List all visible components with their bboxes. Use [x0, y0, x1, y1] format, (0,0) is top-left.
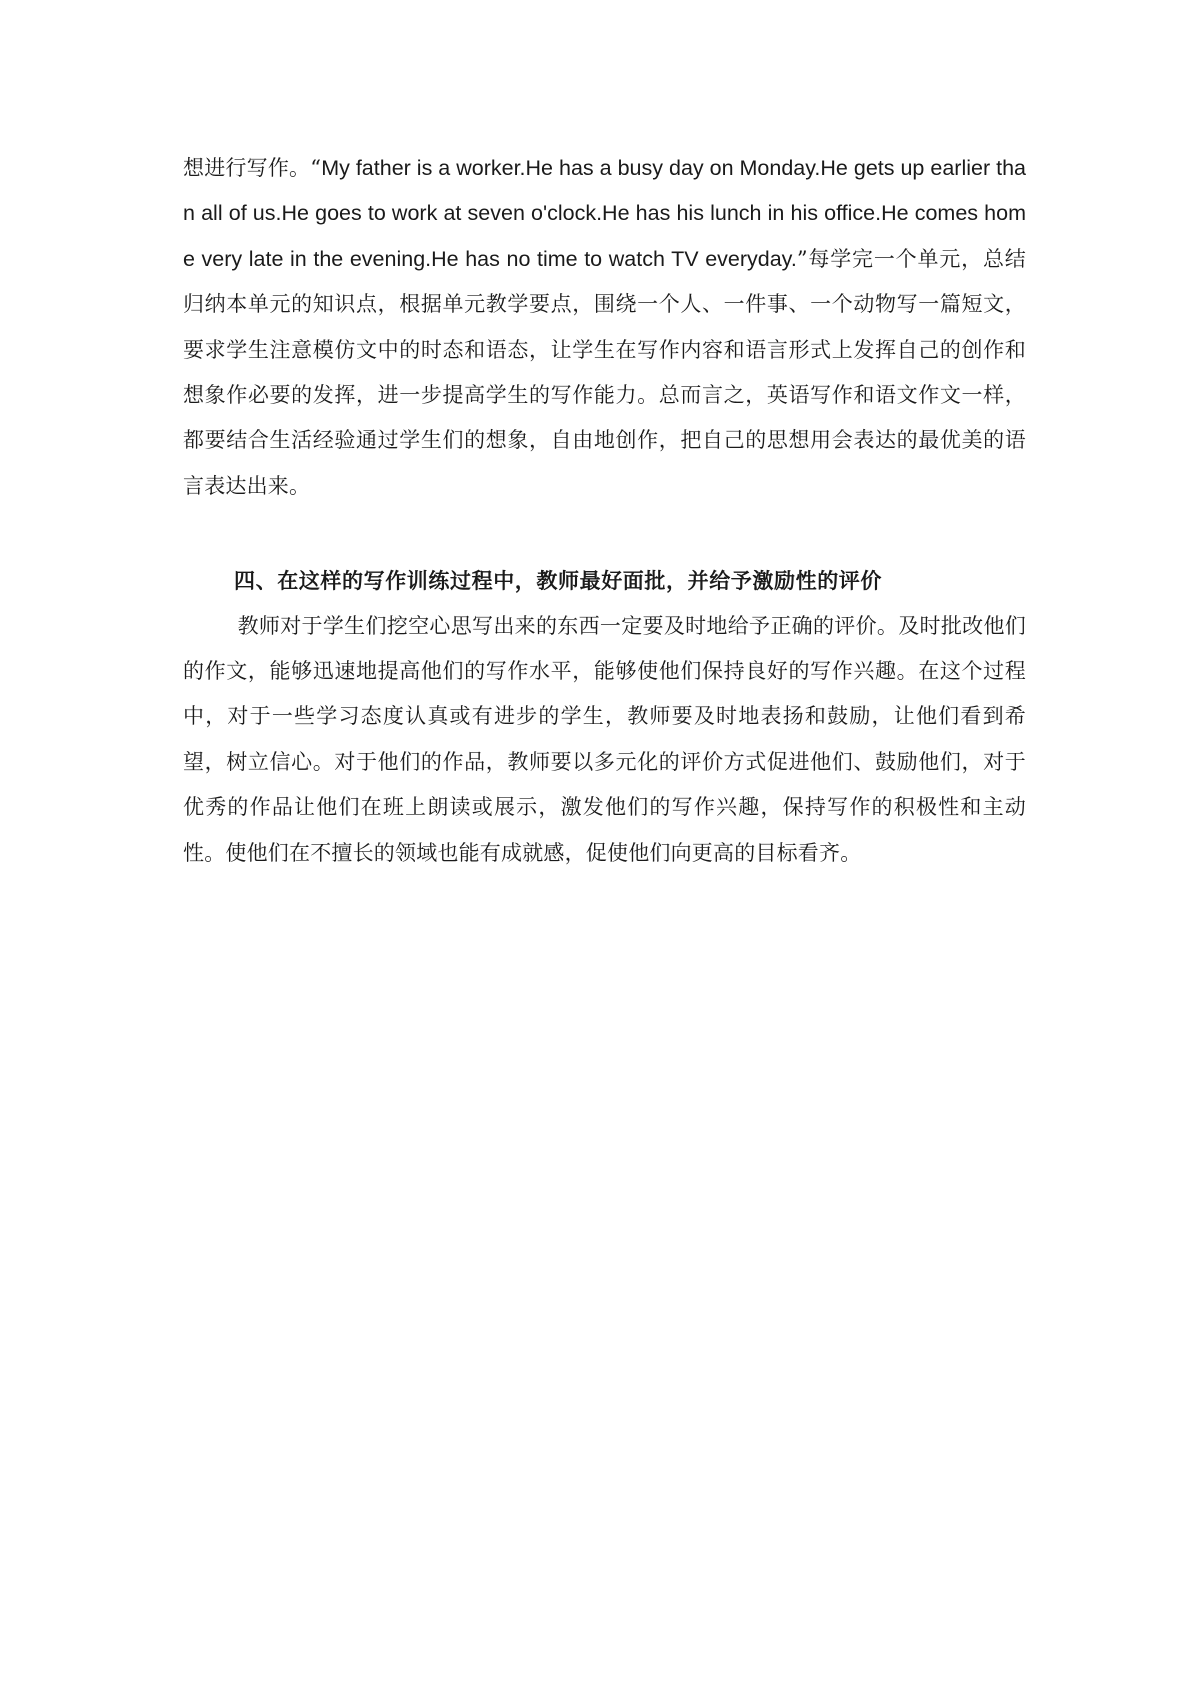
section-heading-4: 四、在这样的写作训练过程中，教师最好面批，并给予激励性的评价 — [234, 568, 882, 594]
document-body — [183, 146, 1026, 876]
paragraph-lead-text: 想进行写作。“ — [183, 156, 322, 180]
paragraph-evaluation: 教师对于学生们挖空心思写出来的东西一定要及时地给予正确的评价。及时批改他们的作文，能够迅速地提高他们的写作水平，能够使他们保持良好的写作兴趣。在这个过程中，对于一些学习态度认真或有进步的学生，教师要及时地表扬和鼓励，让他们看到希望，树立信心。对于他们的作品，教师要以多元化的评价方式促进他们、鼓励他们，对于优秀的作品让他们在班上朗读或展示，激发他们的写作兴趣，保持写作的积极性和主动性。使他们在不擅长的领域也能有成就感，促使他们向更高的目标看齐。 — [183, 613, 1026, 865]
paragraph-tail-text: ”每学完一个单元，总结归纳本单元的知识点，根据单元教学要点，围绕一个人、一件事、一个动物写一篇短文，要求学生注意模仿文中的时态和语态，让学生在写作内容和语言形式上发挥自己的创作和想象作必要的发挥，进一步提高学生的写作能力。总而言之，英语写作和语文作文一样，都要结合生活经验通过学生们的想象，自由地创作，把自己的思想用会表达的最优美的语言表达出来。 — [183, 246, 1026, 498]
english-example-quote: My father is a worker.He has a busy day on Monday.He gets up earlier than all of us.He goes to work at seven o'clock.He has his lunch in his office.He comes home very late in the evening.He has no time to watch TV everyday. — [183, 156, 1026, 271]
paragraph-continuation — [183, 146, 1026, 509]
